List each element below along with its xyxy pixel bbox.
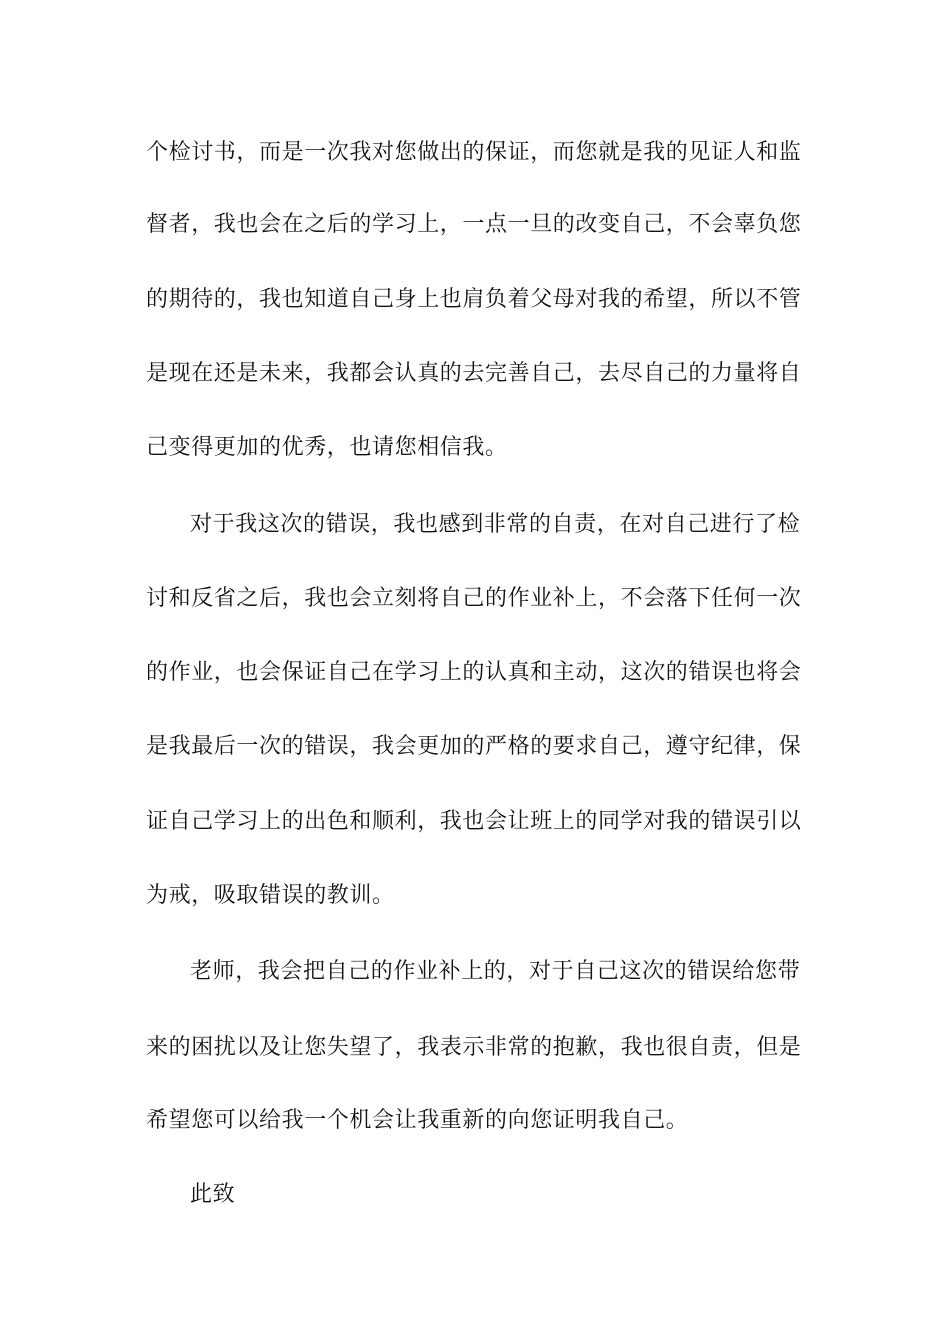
paragraph-start-line: 对于我这次的错误，我也感到非常的自责，在对自己进行了检 (190, 512, 801, 537)
text-line: 个检讨书，而是一次我对您做出的保证，而您就是我的见证人和监 (146, 140, 802, 165)
text-line: 来的困扰以及让您失望了，我表示非常的抱歉，我也很自责，但是 (146, 1035, 802, 1060)
text-line: 是我最后一次的错误，我会更加的严格的要求自己，遵守纪律，保 (146, 734, 802, 759)
text-line: 证自己学习上的出色和顺利，我也会让班上的同学对我的错误引以 (146, 809, 802, 834)
text-line: 讨和反省之后，我也会立刻将自己的作业补上，不会落下任何一次 (146, 586, 802, 611)
text-line: 是现在还是未来，我都会认真的去完善自己，去尽自己的力量将自 (146, 361, 802, 386)
text-line: 的期待的，我也知道自己身上也肩负着父母对我的希望，所以不管 (146, 287, 802, 312)
paragraph-start-line: 老师，我会把自己的作业补上的，对于自己这次的错误给您带 (190, 959, 801, 984)
text-line: 希望您可以给我一个机会让我重新的向您证明我自己。 (146, 1108, 689, 1133)
closing-salutation: 此致 (190, 1182, 236, 1207)
text-line: 为戒，吸取错误的教训。 (146, 883, 395, 908)
text-line: 的作业，也会保证自己在学习上的认真和主动，这次的错误也将会 (146, 660, 802, 685)
text-line: 督者，我也会在之后的学习上，一点一旦的改变自己，不会辜负您 (146, 212, 802, 237)
text-line: 己变得更加的优秀，也请您相信我。 (146, 435, 508, 460)
